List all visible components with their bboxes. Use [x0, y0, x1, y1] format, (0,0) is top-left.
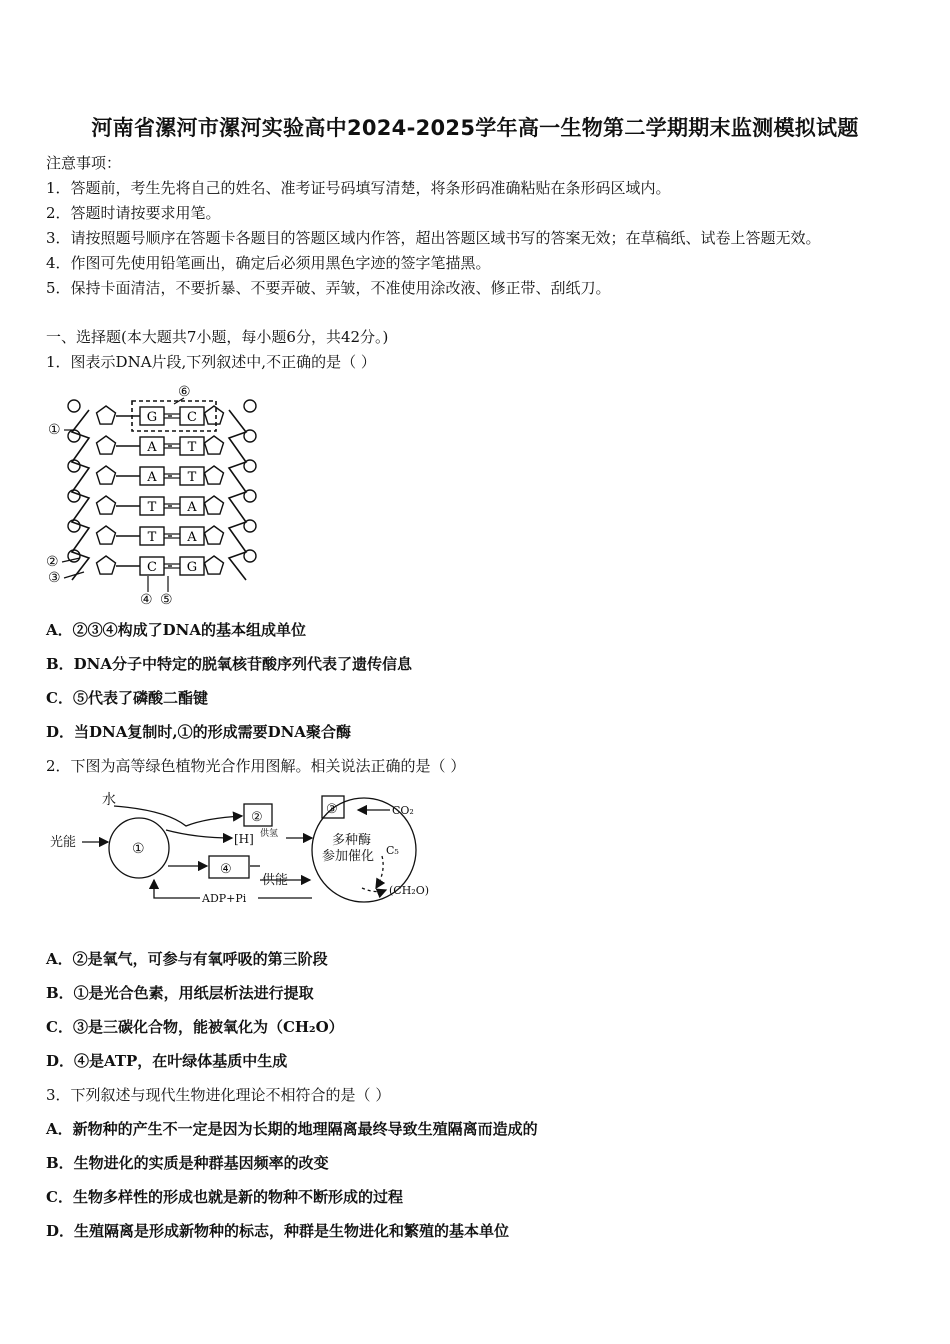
q2-option-b: B．①是光合色素，用纸层析法进行提取 [46, 984, 314, 1002]
deoxyribose [97, 556, 116, 574]
deoxyribose [205, 436, 224, 454]
label-h: [H] [234, 832, 254, 846]
q1-option-b: B．DNA分子中特定的脱氧核苷酸序列代表了遗传信息 [46, 655, 413, 673]
base-left-label: A [147, 440, 157, 455]
label-energy: 供能 [262, 873, 289, 888]
base-right-label: A [187, 500, 197, 515]
phosphate [244, 520, 256, 532]
notice-heading: 注意事项： [46, 154, 122, 172]
deoxyribose [97, 496, 116, 514]
base-pair-row [68, 520, 256, 545]
label-ch2o: (CH₂O) [389, 884, 430, 897]
q3-option-c: C．生物多样性的形成也就是新的物种不断形成的过程 [46, 1188, 403, 1206]
base-pair-row [68, 550, 256, 575]
label-box-4: ④ [220, 862, 232, 877]
phosphate [244, 460, 256, 472]
notice-item-2: 2．答题时请按要求用笔。 [46, 204, 221, 222]
label-h-supply: 供氢 [260, 829, 279, 839]
label-c5: C₅ [386, 844, 399, 857]
q1-option-a: A．②③④构成了DNA的基本组成单位 [46, 621, 306, 639]
notice-item-3: 3．请按照题号顺序在答题卡各题目的答题区域内作答，超出答题区域书写的答案无效；在草稿纸、试卷上答题无效。 [46, 229, 821, 247]
label-water: 水 [102, 792, 116, 808]
q2-option-c: C．③是三碳化合物，能被氧化为（CH₂O） [46, 1018, 344, 1036]
base-left-label: T [147, 530, 157, 545]
label-co2: CO₂ [392, 804, 414, 817]
section-heading: 一、选择题(本大题共7小题，每小题6分，共42分。) [46, 328, 389, 346]
label-adp: ADP+Pi [202, 892, 247, 905]
question-3-stem: 3．下列叙述与现代生物进化理论不相符合的是（ ） [46, 1086, 391, 1104]
phosphate [244, 430, 256, 442]
base-left-label: G [146, 410, 158, 425]
base-pair-row [68, 430, 256, 455]
marker-3: ③ [48, 570, 61, 586]
marker-5: ⑤ [160, 592, 173, 608]
deoxyribose [97, 526, 116, 544]
notice-item-1: 1．答题前，考生先将自己的姓名、准考证号码填写清楚，将条形码准确粘贴在条形码区域内。 [46, 179, 671, 197]
q1-option-d: D．当DNA复制时,①的形成需要DNA聚合酶 [46, 723, 351, 741]
base-left-label: A [147, 470, 157, 485]
phosphate [244, 490, 256, 502]
deoxyribose [205, 526, 224, 544]
deoxyribose [205, 496, 224, 514]
question-1-stem: 1．图表示DNA片段,下列叙述中,不正确的是（ ） [46, 353, 376, 371]
q2-option-d: D．④是ATP，在叶绿体基质中生成 [46, 1052, 288, 1070]
label-enzyme-1: 多种酶 [332, 833, 372, 848]
q2-option-a: A．②是氧气，可参与有氧呼吸的第三阶段 [46, 950, 328, 968]
dna-structure-figure [44, 380, 276, 608]
base-right-label: G [186, 560, 198, 575]
photosynthesis-figure [46, 788, 446, 918]
deoxyribose [97, 436, 116, 454]
deoxyribose [205, 406, 224, 424]
base-pair-row [68, 460, 256, 485]
notice-item-4: 4．作图可先使用铅笔画出，确定后必须用黑色字迹的签字笔描黑。 [46, 254, 491, 272]
marker-2: ② [46, 554, 59, 570]
q1-option-c: C．⑤代表了磷酸二酯键 [46, 689, 208, 707]
question-2-stem: 2．下图为高等绿色植物光合作用图解。相关说法正确的是（ ） [46, 757, 466, 775]
phosphate [68, 460, 80, 472]
base-pair-row [68, 400, 256, 425]
base-right-label: C [187, 410, 197, 425]
q3-option-a: A．新物种的产生不一定是因为长期的地理隔离最终导致生殖隔离而造成的 [46, 1120, 538, 1138]
label-circle-1: ① [132, 841, 145, 857]
marker-6: ⑥ [178, 384, 191, 400]
label-enzyme-2: 参加催化 [322, 849, 375, 864]
base-pair-row [68, 490, 256, 515]
base-right-label: T [187, 470, 197, 485]
q3-option-d: D．生殖隔离是形成新物种的标志，种群是生物进化和繁殖的基本单位 [46, 1222, 510, 1240]
phosphate [68, 490, 80, 502]
label-box-3: ③ [326, 802, 338, 817]
phosphate [244, 550, 256, 562]
label-box-2: ② [251, 810, 263, 825]
deoxyribose [205, 466, 224, 484]
base-right-label: A [187, 530, 197, 545]
phosphate [68, 400, 80, 412]
base-right-label: T [187, 440, 197, 455]
phosphate [68, 520, 80, 532]
marker-1: ① [48, 422, 61, 438]
base-left-label: C [147, 560, 157, 575]
deoxyribose [97, 466, 116, 484]
notice-item-5: 5．保持卡面清洁，不要折暴、不要弄破、弄皱，不准使用涂改液、修正带、刮纸刀。 [46, 279, 611, 297]
q3-option-b: B．生物进化的实质是种群基因频率的改变 [46, 1154, 329, 1172]
phosphate [68, 430, 80, 442]
page-title: 河南省漯河市漯河实验高中2024-2025学年高一生物第二学期期末监测模拟试题 [91, 116, 859, 140]
base-left-label: T [147, 500, 157, 515]
deoxyribose [97, 406, 116, 424]
phosphate [244, 400, 256, 412]
marker-4: ④ [140, 592, 153, 608]
deoxyribose [205, 556, 224, 574]
label-light: 光能 [50, 835, 77, 850]
